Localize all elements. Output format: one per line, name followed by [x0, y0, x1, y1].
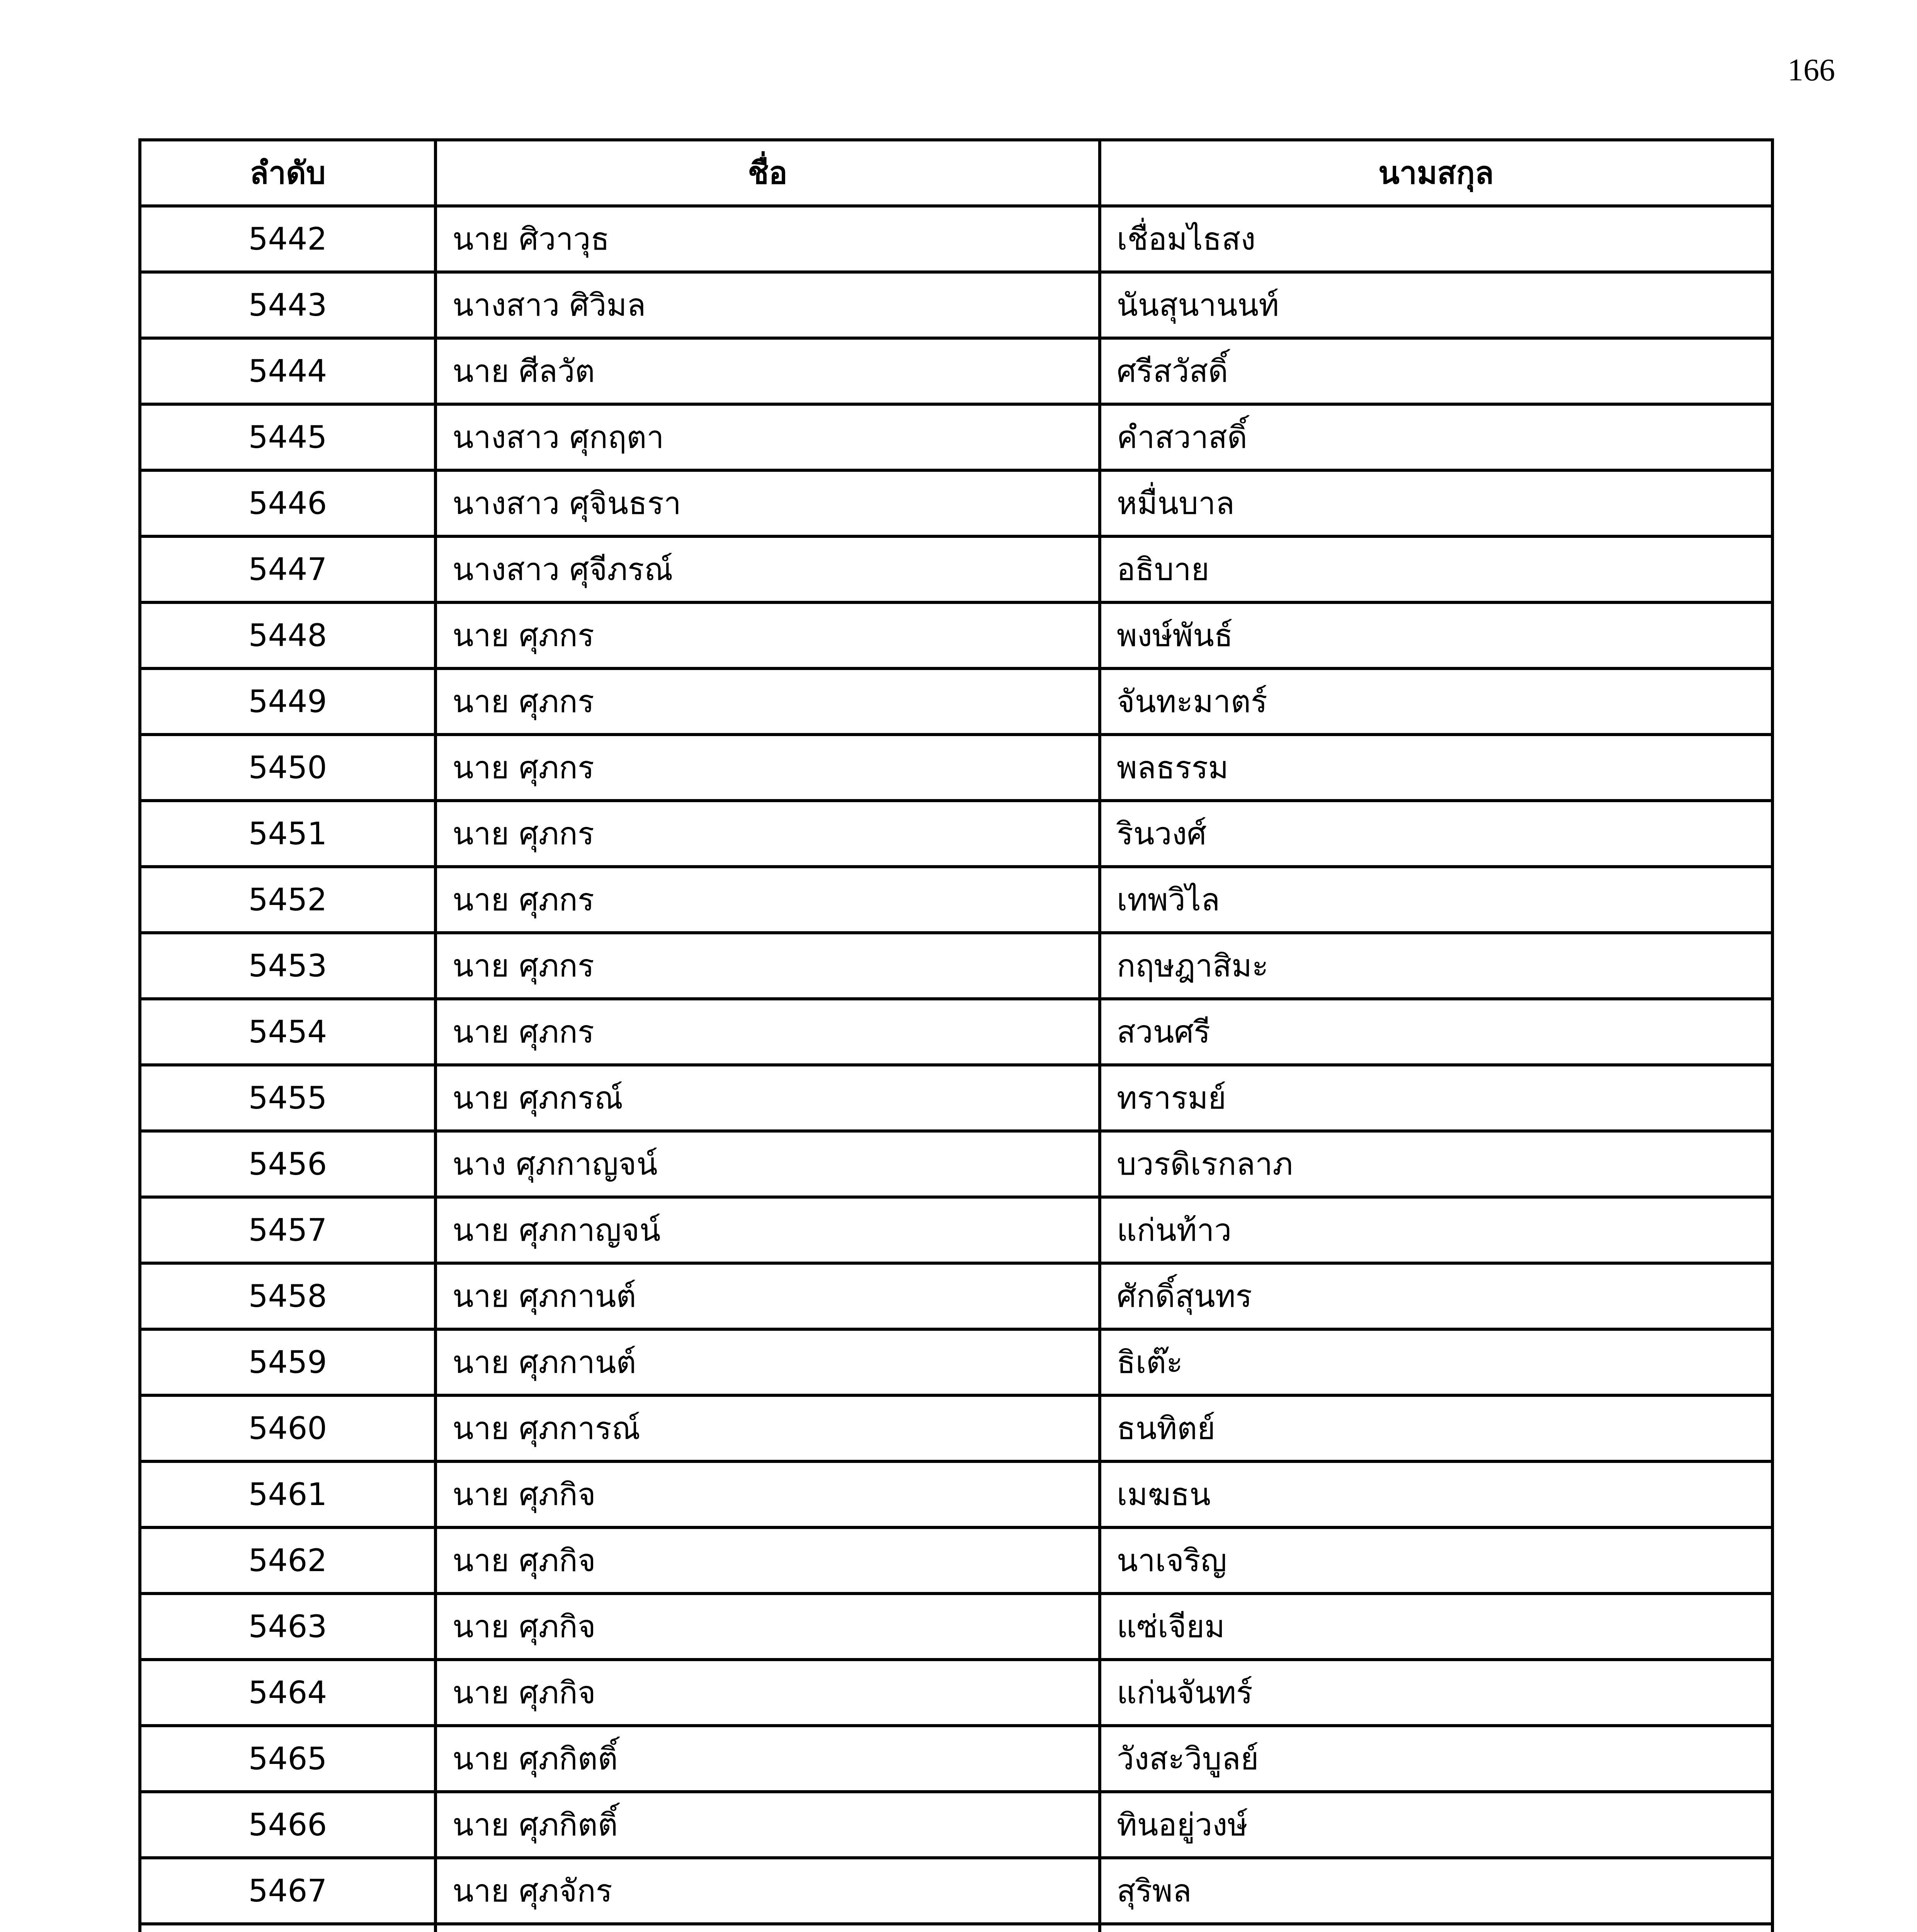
order-cell: 5446 — [140, 470, 435, 536]
last-name-cell: เมฆธน — [1100, 1461, 1772, 1527]
order-cell: 5460 — [140, 1395, 435, 1461]
last-name-cell: สุริพล — [1100, 1858, 1772, 1924]
order-cell: 5466 — [140, 1792, 435, 1858]
table-row — [140, 1131, 1772, 1197]
table-row — [140, 272, 1772, 338]
last-name-cell: ทรารมย์ — [1100, 1065, 1772, 1131]
order-cell: 5455 — [140, 1065, 435, 1131]
table-row — [140, 206, 1772, 272]
order-cell: 5448 — [140, 602, 435, 668]
first-name-cell: นาย ศุภกร — [435, 735, 1100, 801]
table-row — [140, 867, 1772, 933]
table-body — [140, 206, 1772, 1932]
order-cell: 5454 — [140, 999, 435, 1065]
last-name-cell: จันทะมาตร์ — [1100, 668, 1772, 735]
order-cell: 5465 — [140, 1726, 435, 1792]
table-row — [140, 1594, 1772, 1660]
last-name-cell: ธนทิตย์ — [1100, 1395, 1772, 1461]
last-name-cell: ศักดิ์สุนทร — [1100, 1263, 1772, 1329]
first-name-cell: นาย ศุภกิจ — [435, 1527, 1100, 1594]
table-row — [140, 1726, 1772, 1792]
first-name-cell: นาย ศุภกร — [435, 999, 1100, 1065]
first-name-cell: นาย ศีลวัต — [435, 338, 1100, 404]
header-row — [140, 140, 1772, 206]
table-row — [140, 999, 1772, 1065]
first-name-cell: นาย ศุภการณ์ — [435, 1395, 1100, 1461]
last-name-cell: สวนศรี — [1100, 999, 1772, 1065]
first-name-cell: นาง ศุภกาญจน์ — [435, 1131, 1100, 1197]
first-name-cell: นาย ศุภกร — [435, 933, 1100, 999]
order-cell: 5461 — [140, 1461, 435, 1527]
first-name-cell: นาย ศิวาวุธ — [435, 206, 1100, 272]
table-row — [140, 1858, 1772, 1924]
first-name-cell: นาย ศุภจักร — [435, 1858, 1100, 1924]
last-name-cell: อธิบาย — [1100, 536, 1772, 602]
table-row — [140, 1792, 1772, 1858]
first-name-cell: นาย ศุภกิตติ์ — [435, 1726, 1100, 1792]
table-row — [140, 1329, 1772, 1395]
last-name-cell: แซ่เจียม — [1100, 1594, 1772, 1660]
last-name-cell: รินวงศ์ — [1100, 801, 1772, 867]
table-row — [140, 404, 1772, 470]
first-name-cell: นาย ศุภกานต์ — [435, 1329, 1100, 1395]
last-name-cell: แก่นท้าว — [1100, 1197, 1772, 1263]
order-cell: 5467 — [140, 1858, 435, 1924]
table-row — [140, 1924, 1772, 1932]
order-cell — [140, 1924, 435, 1932]
last-name-cell: พลธรรม — [1100, 735, 1772, 801]
order-cell: 5464 — [140, 1660, 435, 1726]
table-row — [140, 735, 1772, 801]
last-name-cell: นาเจริญ — [1100, 1527, 1772, 1594]
order-cell: 5458 — [140, 1263, 435, 1329]
last-name-cell — [1100, 1924, 1772, 1932]
page-number: 166 — [1788, 52, 1835, 87]
table-row — [140, 1395, 1772, 1461]
order-cell: 5456 — [140, 1131, 435, 1197]
table-row — [140, 536, 1772, 602]
table-row — [140, 470, 1772, 536]
first-name-cell: นางสาว ศิวิมล — [435, 272, 1100, 338]
first-name-cell: นาย ศุภกิจ — [435, 1660, 1100, 1726]
first-name-cell: นาย ศุภกาญจน์ — [435, 1197, 1100, 1263]
last-name-cell: ทินอยู่วงษ์ — [1100, 1792, 1772, 1858]
first-name-cell: นางสาว ศุจินธรา — [435, 470, 1100, 536]
last-name-cell: วังสะวิบูลย์ — [1100, 1726, 1772, 1792]
first-name-cell: นาย ศุภกิตติ์ — [435, 1792, 1100, 1858]
last-name-cell: เชื่อมไธสง — [1100, 206, 1772, 272]
table-row — [140, 1527, 1772, 1594]
order-cell: 5447 — [140, 536, 435, 602]
table-row — [140, 602, 1772, 668]
first-name-cell: นาย ศุภกิจ — [435, 1594, 1100, 1660]
order-cell: 5451 — [140, 801, 435, 867]
first-name-cell: นาย ศุภกรณ์ — [435, 1065, 1100, 1131]
order-cell: 5462 — [140, 1527, 435, 1594]
order-cell: 5463 — [140, 1594, 435, 1660]
last-name-cell: บวรดิเรกลาภ — [1100, 1131, 1772, 1197]
table-row — [140, 1263, 1772, 1329]
order-cell: 5442 — [140, 206, 435, 272]
order-cell: 5443 — [140, 272, 435, 338]
order-cell: 5457 — [140, 1197, 435, 1263]
table-header — [140, 140, 1772, 206]
table-row — [140, 1660, 1772, 1726]
table-row — [140, 933, 1772, 999]
first-name-cell: นาย ศุภกร — [435, 602, 1100, 668]
table-row — [140, 1461, 1772, 1527]
last-name-cell: คำสวาสดิ์ — [1100, 404, 1772, 470]
first-name-cell: นาย ศุภกร — [435, 801, 1100, 867]
last-name-cell: ธิเต๊ะ — [1100, 1329, 1772, 1395]
last-name-cell: เทพวิไล — [1100, 867, 1772, 933]
header-order: ลำดับ — [140, 140, 435, 206]
first-name-cell: นาย ศุภกานต์ — [435, 1263, 1100, 1329]
order-cell: 5452 — [140, 867, 435, 933]
header-first-name: ชื่อ — [435, 140, 1100, 206]
table-row — [140, 801, 1772, 867]
first-name-cell: นาย ศุภกิจ — [435, 1461, 1100, 1527]
name-list-table — [138, 138, 1774, 1932]
first-name-cell: นาย ศุภกร — [435, 668, 1100, 735]
first-name-cell — [435, 1924, 1100, 1932]
first-name-cell: นางสาว ศุจีภรณ์ — [435, 536, 1100, 602]
table-row — [140, 668, 1772, 735]
last-name-cell: นันสุนานนท์ — [1100, 272, 1772, 338]
table-row — [140, 1065, 1772, 1131]
last-name-cell: แก่นจันทร์ — [1100, 1660, 1772, 1726]
order-cell: 5453 — [140, 933, 435, 999]
order-cell: 5449 — [140, 668, 435, 735]
order-cell: 5444 — [140, 338, 435, 404]
header-last-name: นามสกุล — [1100, 140, 1772, 206]
first-name-cell: นางสาว ศุกฤตา — [435, 404, 1100, 470]
order-cell: 5459 — [140, 1329, 435, 1395]
last-name-cell: กฤษฎาสิมะ — [1100, 933, 1772, 999]
last-name-cell: พงษ์พันธ์ — [1100, 602, 1772, 668]
table-row — [140, 338, 1772, 404]
first-name-cell: นาย ศุภกร — [435, 867, 1100, 933]
table-row — [140, 1197, 1772, 1263]
order-cell: 5450 — [140, 735, 435, 801]
last-name-cell: ศรีสวัสดิ์ — [1100, 338, 1772, 404]
last-name-cell: หมื่นบาล — [1100, 470, 1772, 536]
order-cell: 5445 — [140, 404, 435, 470]
